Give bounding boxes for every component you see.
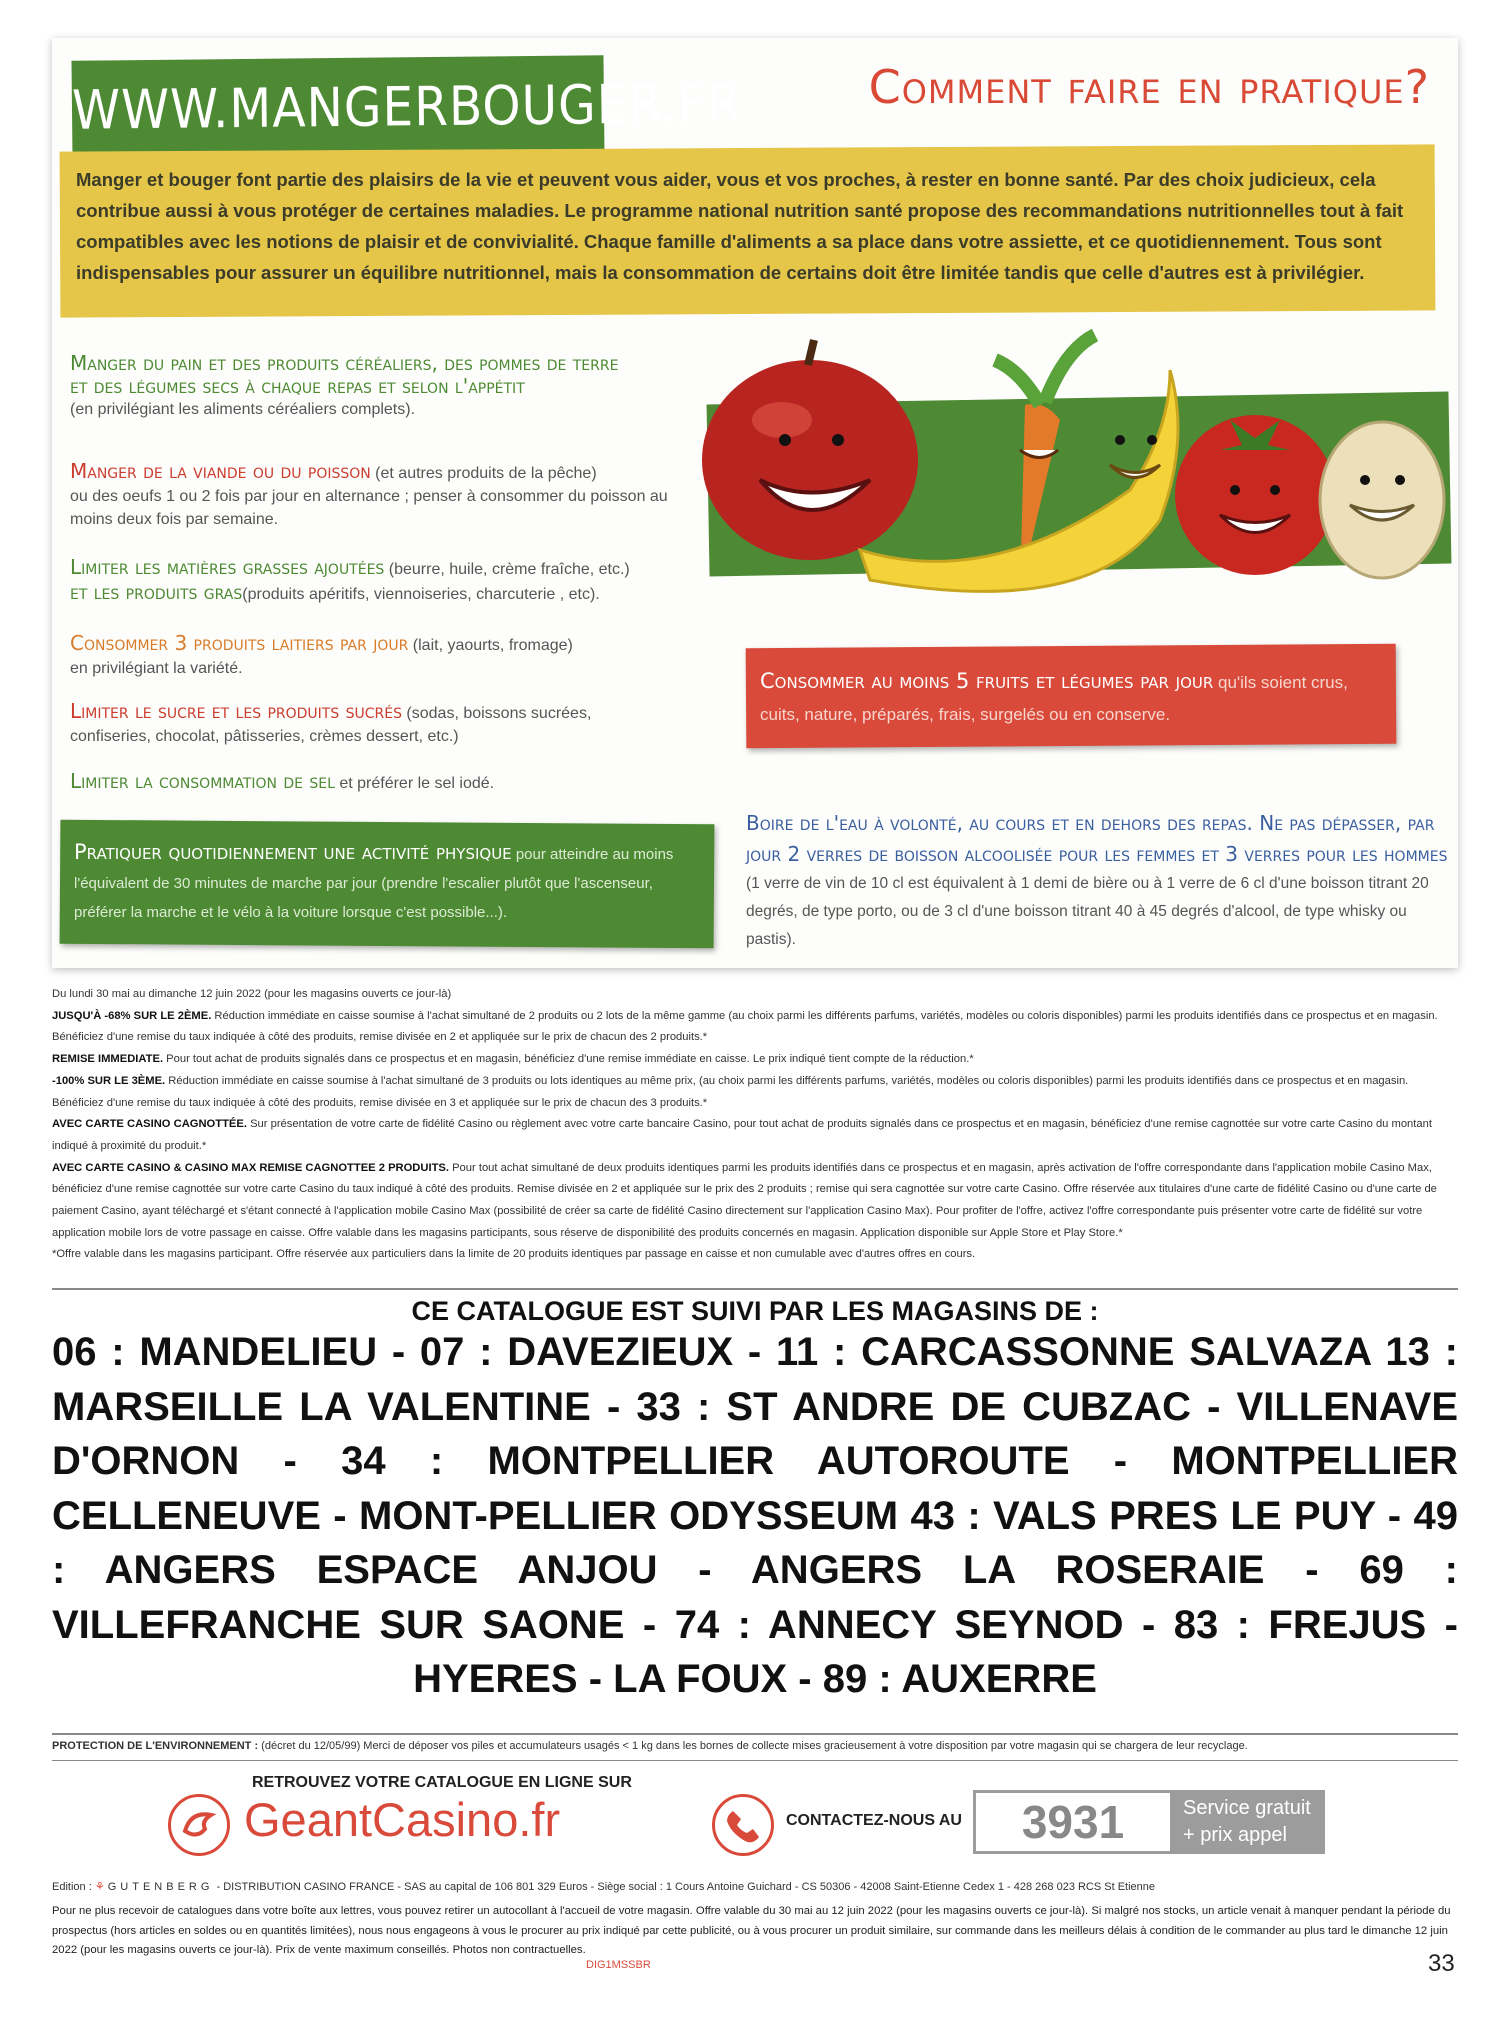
rec-fat-heading-1: Limiter les matières grasses ajoutées [70, 555, 385, 579]
rec-fat-text-2: (produits apéritifs, viennoiseries, charcuterie , etc). [242, 586, 600, 603]
rec-sugar-heading: Limiter le sucre et les produits sucrés [70, 699, 402, 723]
rec-water-text: (1 verre de vin de 10 cl est équivalent à 1 demi de bière ou à 1 verre de 6 cl d'une boisson titrant 20 degrés, de type porto, ou de 3 cl d'une boisson titrant 40 à 45 degrés d'alcool, de type whisky ou pastis). [746, 875, 1429, 948]
online-catalogue-label: RETROUVEZ VOTRE CATALOGUE EN LIGNE SUR [252, 1774, 632, 1791]
rec-activity-text: pour atteindre au moins l'équivalent de 30 minutes de marche par jour (prendre l'escalier plutôt que l'ascenseur, préférer la marche et le vélo à la voiture lorsque c'est possible...). [74, 846, 674, 921]
practical-heading: Comment faire en pratique? [868, 60, 1430, 114]
legal-line: -100% SUR LE 3ÈME. Réduction immédiate en caisse soumise à l'achat simultané de 3 produits ou lots identiques au même prix, (au choix parmi les différents parfums, variétés, modèles ou coloris disponibles) parmi les produits identifiés dans ce prospectus et en magasin. Bénéficiez d'une remise du taux indiquée à côté des produits, remise divisée en 3 et appliquée sur le prix de chacun des 3 produits.* [52, 1074, 1409, 1109]
rec-salt-text: et préférer le sel iodé. [334, 775, 495, 792]
legal-footnote: *Offre valable dans les magasins participant. Offre réservée aux particuliers dans la limite de 20 produits identiques par passage en caisse et non cumulable avec d'autres offres en cours. [52, 1248, 976, 1261]
page-number: 33 [1428, 1950, 1455, 1977]
rec-salt [70, 770, 710, 795]
mangerbouger-url-banner[interactable]: WWW.MANGERBOUGER.FR [71, 55, 604, 161]
environment-notice [52, 1740, 1458, 1752]
casino-logo-icon [168, 1794, 230, 1856]
rec-fruits-heading: Consommer au moins 5 fruits et légumes par jour [760, 669, 1214, 693]
phone-number[interactable]: 3931 [973, 1790, 1173, 1854]
rec-dairy [70, 632, 710, 680]
legal-conditions [52, 984, 1458, 1266]
service-info [1173, 1790, 1325, 1854]
legal-dates: Du lundi 30 mai au dimanche 12 juin 2022 (pour les magasins ouverts ce jour-là) [52, 988, 452, 1000]
environment-label: PROTECTION DE L'ENVIRONNEMENT : [52, 1740, 259, 1752]
contact-label: CONTACTEZ-NOUS AU [786, 1812, 962, 1829]
rec-activity-heading: Pratiquer quotidiennement une activité physique [74, 840, 512, 864]
geantcasino-link[interactable]: GeantCasino.fr [244, 1793, 561, 1846]
rec-meat-text-1: (et autres produits de la pêche) [370, 465, 597, 482]
rec-dairy-heading: Consommer 3 produits laitiers par jour [70, 631, 409, 655]
rec-bread-text: (en privilégiant les aliments céréaliers complets). [70, 401, 416, 418]
rec-fruits-text: qu'ils soient crus, cuits, nature, préparés, frais, surgelés ou en conserve. [760, 673, 1348, 724]
intro-text: Manger et bouger font partie des plaisirs de la vie et peuvent vous aider, vous et vos proches, à rester en bonne santé. Par des choix judicieux, cela contribue aussi à vous protéger de certaines maladies. Le programme national nutrition santé propose des recommandations nutritionnelles tout à fait compatibles avec les notions de plaisir et de convivialité. Chaque famille d'aliments a sa place dans votre assiette, et ce quotidiennement. Tous sont indispensables pour assurer un équilibre nutritionnel, mais la consommation de certains doit être limitée tandis que celle d'autres est à privilégier. [76, 169, 1404, 283]
rec-meat [70, 460, 710, 531]
phone-icon [712, 1794, 774, 1856]
rec-dairy-text-1: (lait, yaourts, fromage) [408, 637, 573, 654]
rec-fat [70, 556, 710, 606]
rec-fat-text-1: (beurre, huile, crème fraîche, etc.) [384, 561, 630, 578]
legal-line: AVEC CARTE CASINO CAGNOTTÉE. Sur présentation de votre carte de fidélité Casino ou règlement avec votre carte bancaire Casino, pour tout achat de produits signalés dans ce prospectus et en magasin, bénéficiez d'une remise cagnottée sur votre carte Casino du montant indiqué à proximité du produit.* [52, 1118, 1432, 1152]
fine-print: Pour ne plus recevoir de catalogues dans votre boîte aux lettres, vous pouvez retirer un autocollant à l'accueil de votre magasin. Offre valable du 30 mai au 12 juin 2022 (pour les magasins ouverts ce jour-là). Si malgré nos stocks, un article venait à manquer pendant la période du prospectus (hors articles en soldes ou en quantités limitées), nous nous engageons à vous le procurer au prix indiqué par cette publicité, ou à vous procurer un produit similaire, sur commande dans les meilleurs délais à condition de le commander au plus tard le dimanche 12 juin 2022 (pour les magasins ouverts ce jour-là). Prix de vente maximum conseillés. Photos non contractuelles. [52, 1905, 1451, 1956]
rec-meat-text-2: ou des oeufs 1 ou 2 fois par jour en alternance ; penser à consommer du poisson au moins deux fois par semaine. [70, 488, 668, 528]
rec-water-heading: Boire de l'eau à volonté, au cours et en dehors des repas. Ne pas dépasser, par jour 2 verres de boisson alcoolisée pour les femmes et 3 verres pour les hommes [746, 811, 1448, 866]
gutenberg-icon: ⚘ [94, 1881, 105, 1893]
rec-fat-heading-2: et les produits gras [70, 580, 243, 604]
divider [52, 1288, 1458, 1290]
activity-box-text [74, 838, 704, 927]
edition-line [52, 1880, 1458, 1893]
catalogue-code: DIG1MSSBR [586, 1959, 651, 1971]
rec-dairy-text-2: en privilégiant la variété. [70, 660, 243, 677]
edition-label: Edition : [52, 1881, 92, 1893]
rec-water [746, 808, 1456, 954]
smiling-fruits-illustration [690, 290, 1450, 610]
fruits-box-text [760, 665, 1380, 731]
rec-bread [70, 352, 710, 421]
rec-salt-heading: Limiter la consommation de sel [70, 769, 335, 793]
rec-meat-heading: Manger de la viande ou du poisson [70, 459, 371, 483]
rec-bread-heading-2: et des légumes secs à chaque repas et selon l'appétit [70, 374, 525, 398]
legal-line: AVEC CARTE CASINO & CASINO MAX REMISE CAGNOTTEE 2 PRODUITS. Pour tout achat simultané de deux produits identiques parmi les produits identifiés dans ce prospectus et en magasin, après activation de l'offre correspondante dans l'application mobile Casino Max, bénéficiez d'une remise cagnottée sur votre carte Casino du taux indiqué à côté des produits. Remise divisée en 2 et appliquée sur le prix des 2 produits ; remise qui sera cagnottée sur votre carte Casino. Offre réservée aux titulaires d'une carte de fidélité Casino ou d'une carte de paiement Casino, ayant téléchargé et s'étant connecté à l'application mobile Casino Max (possibilité de créer sa carte de fidélité Casino directement sur l'application Casino Max). Pour profiter de l'offre, activez l'offre correspondante puis présenter votre carte de fidélité sur votre application mobile lors de votre passage en caisse. Offre valable dans les magasins participants, sous réserve de disponibilité des produits concernés en magasin. Application disponible sur Apple Store et Play Store.* [52, 1161, 1437, 1239]
edition-brand: GUTENBERG [107, 1881, 214, 1893]
stores-title: CE CATALOGUE EST SUIVI PAR LES MAGASINS DE : [411, 1296, 1099, 1326]
stores-list: 06 : MANDELIEU - 07 : DAVEZIEUX - 11 : CARCASSONNE SALVAZA 13 : MARSEILLE LA VALENTINE - 33 : ST ANDRE DE CUBZAC - VILLENAVE D'ORNON - 34 : MONTPELLIER AUTOROUTE - MONTPELLIER CELLENEUVE - MONT-PELLIER ODYSSEUM 43 : VALS PRES LE PUY - 49 : ANGERS ESPACE ANJOU - ANGERS LA ROSERAIE - 69 : VILLEFRANCHE SUR SAONE - 74 : ANNECY SEYNOD - 83 : FREJUS - HYERES - LA FOUX - 89 : AUXERRE [52, 1330, 1458, 1701]
legal-line: REMISE IMMEDIATE. Pour tout achat de produits signalés dans ce prospectus et en magasin, bénéficiez d'une remise immédiate en caisse. Le prix indiqué tient compte de la réduction.* [52, 1053, 974, 1066]
rec-sugar [70, 700, 710, 748]
environment-text: (décret du 12/05/99) Merci de déposer vos piles et accumulateurs usagés < 1 kg dans les bornes de collecte mises gracieusement à votre disposition par votre magasin qui se chargera de leur recyclage. [258, 1740, 1248, 1752]
rec-sugar-text-1: (sodas, boissons sucrées, [401, 705, 592, 722]
service-free: Service gratuit [1183, 1797, 1311, 1819]
rec-sugar-text-2: confiseries, chocolat, pâtisseries, crèmes dessert, etc.) [70, 728, 459, 745]
divider [52, 1733, 1458, 1735]
legal-line: JUSQU'À -68% SUR LE 2ÈME. Réduction immédiate en caisse soumise à l'achat simultané de 2 produits ou 2 lots de la même gamme (au choix parmi les différents parfums, variétés, modèles ou coloris disponibles) parmi les produits identifiés dans ce prospectus et en magasin. Bénéficiez d'une remise du taux indiquée à côté des produits, remise divisée en 2 et appliquée sur le prix de chacun des 2 produits.* [52, 1009, 1438, 1044]
rec-bread-heading-1: Manger du pain et des produits céréaliers, des pommes de terre [70, 351, 619, 375]
edition-text: - DISTRIBUTION CASINO FRANCE - SAS au capital de 106 801 329 Euros - Siège social : 1 Cours Antoine Guichard - CS 50306 - 42008 Saint-Etienne Cedex 1 - 428 268 023 RCS St Etienne [213, 1881, 1156, 1893]
divider [52, 1760, 1458, 1761]
service-price: + prix appel [1183, 1824, 1287, 1846]
